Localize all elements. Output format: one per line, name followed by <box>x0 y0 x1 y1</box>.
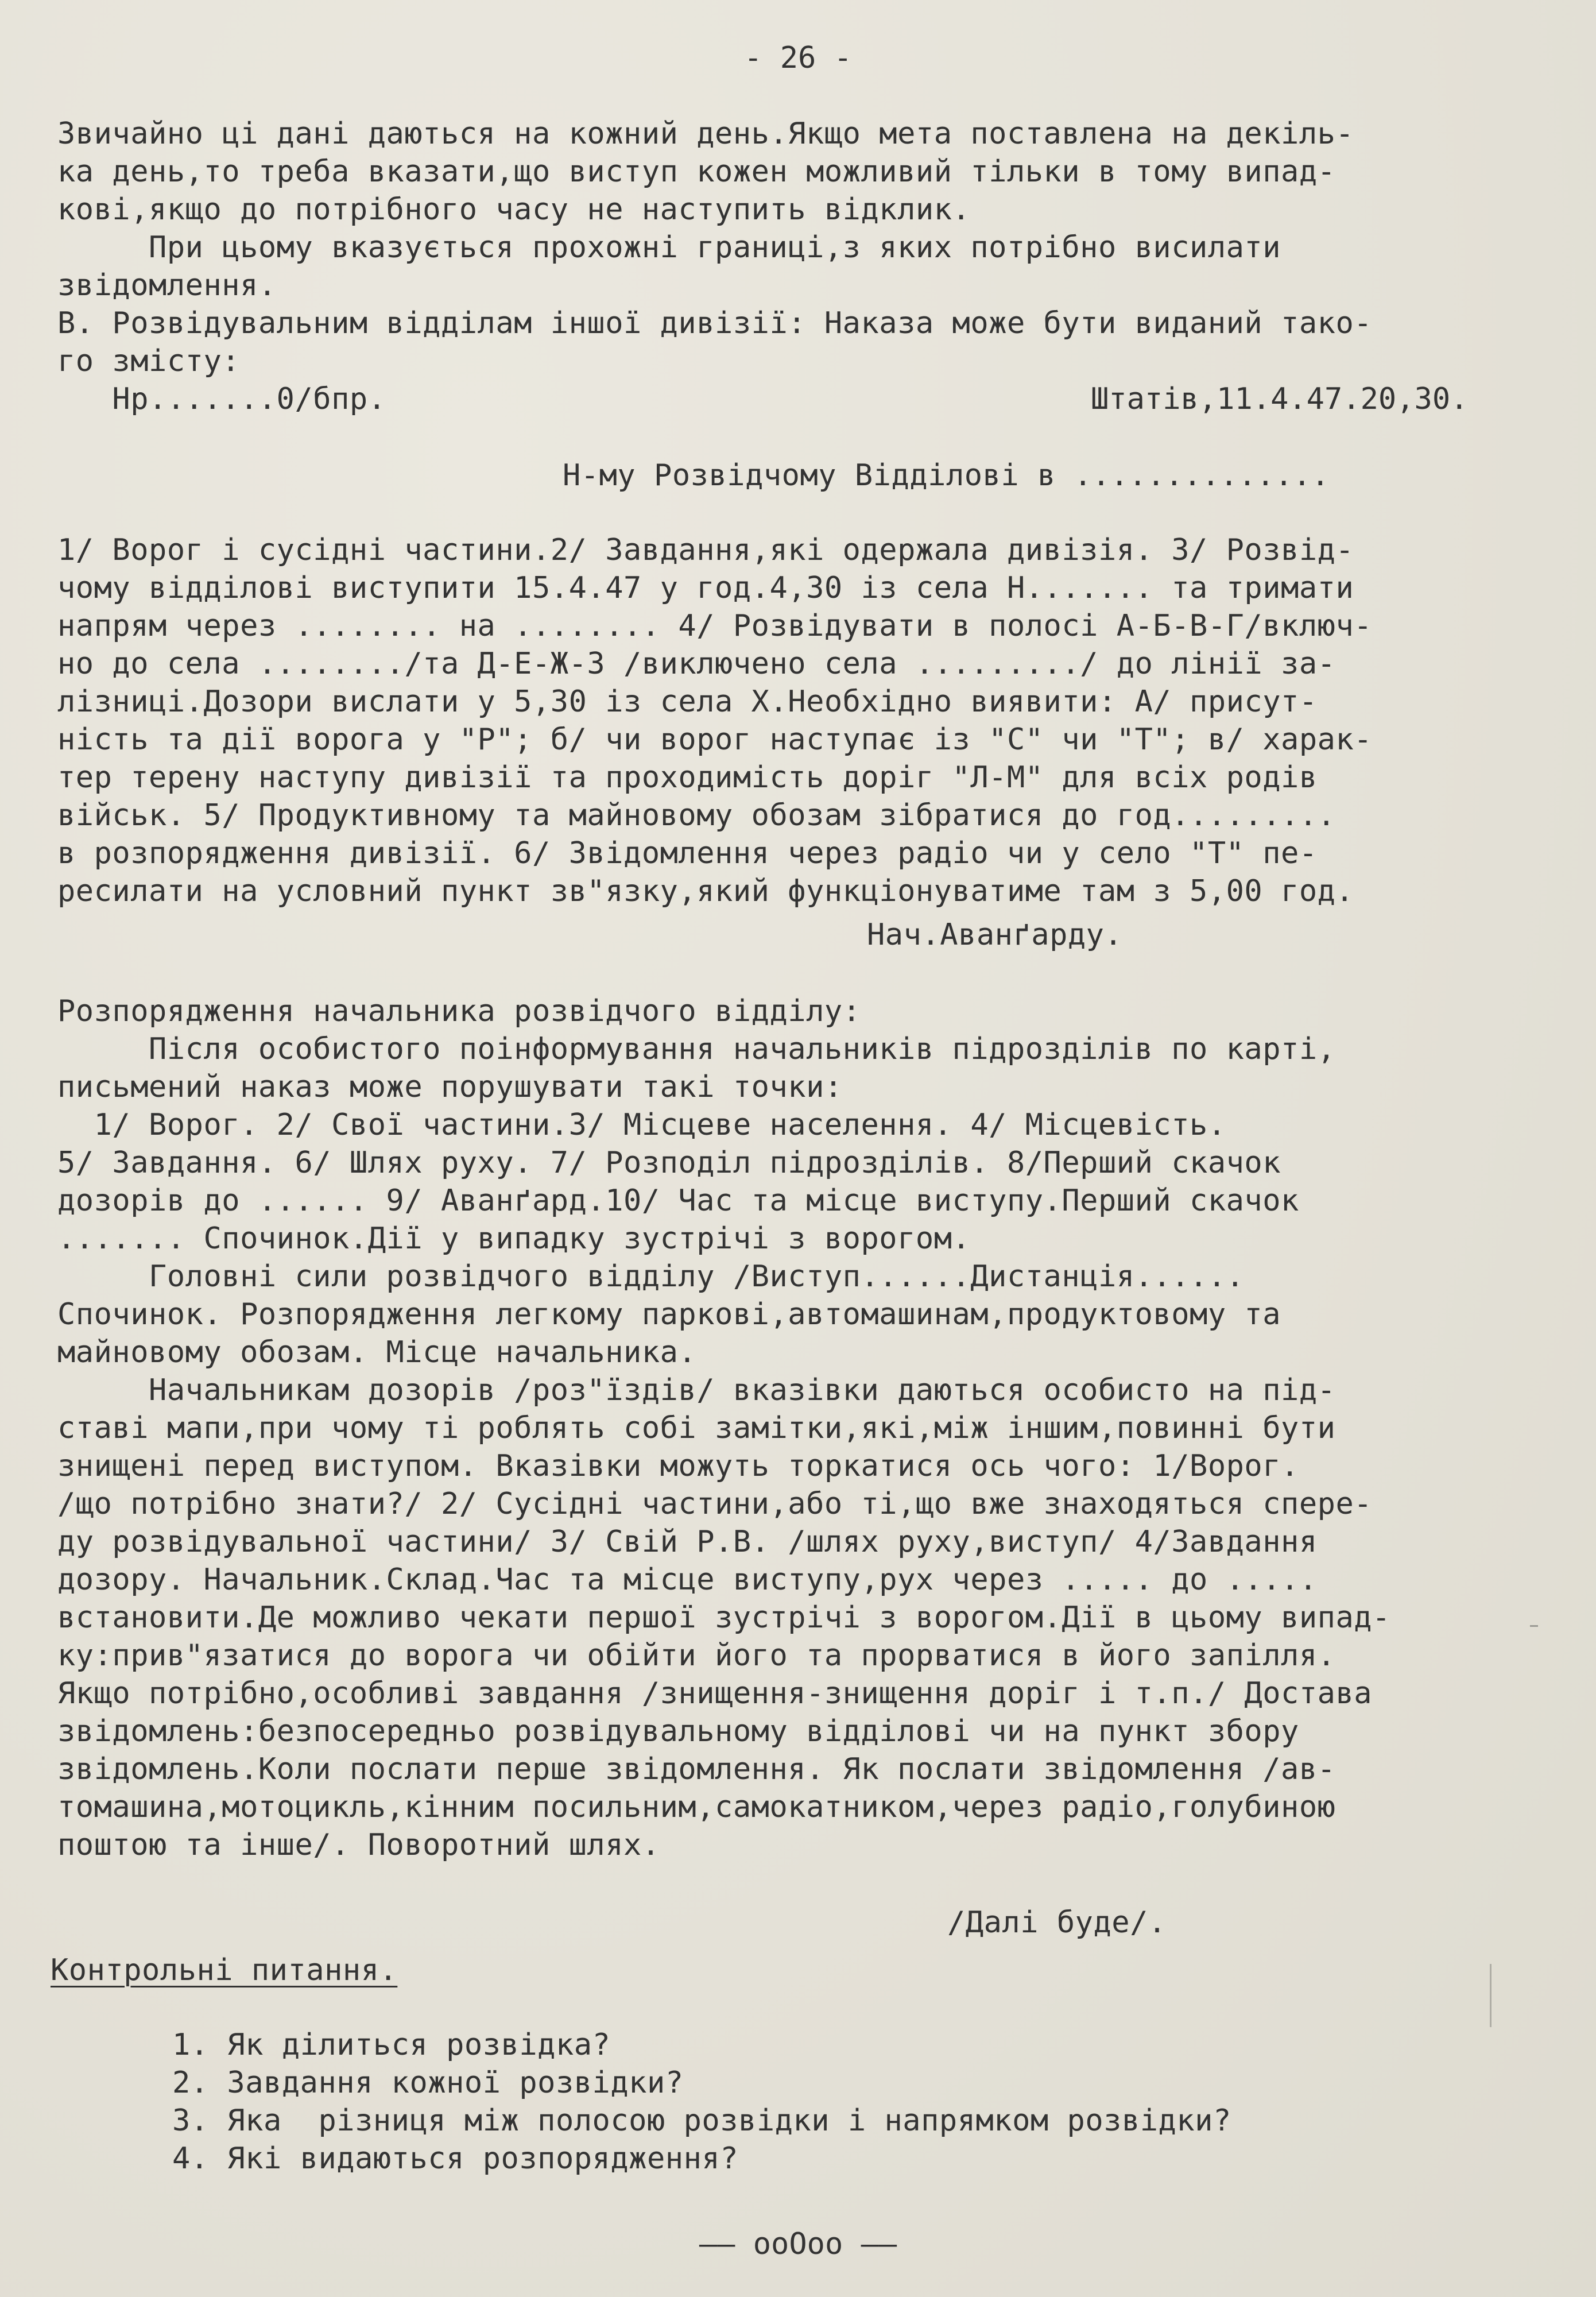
text-line: звідомлень.Коли послати перше звідомлення. Як послати звідомлення /ав- <box>57 1752 1336 1786</box>
text-line: но до села ......../та Д-Е-Ж-З /виключено села ........./ до лінії за- <box>57 647 1336 681</box>
text-line: Після особистого поінформування начальників підрозділів по карті, <box>57 1032 1336 1066</box>
text-line: ність та дії ворога у "Р"; б/ чи ворог наступає із "С" чи "Т"; в/ харак- <box>57 722 1373 757</box>
question-item: 4. Які видаються розпорядження? <box>172 2141 739 2176</box>
text-line: 1/ Ворог. 2/ Свої частини.3/ Місцеве населення. 4/ Місцевість. <box>57 1108 1226 1142</box>
question-item: 1. Як ділиться розвідка? <box>172 2028 611 2062</box>
text-line: чому відділові виступити 15.4.47 у год.4,30 із села Н....... та тримати <box>57 571 1354 605</box>
text-line: ку:прив"язатися до ворога чи обійти його та прорватися в його запілля. <box>57 1638 1336 1673</box>
text-line: ....... Спочинок.Дії у випадку зустрічі з ворогом. <box>57 1221 971 1256</box>
text-line: /що потрібно знати?/ 2/ Сусідні частини,або ті,що вже знаходяться спере- <box>57 1487 1373 1521</box>
continued-note: /Далі буде/. <box>947 1905 1167 1940</box>
text-line: звідомлень:безпосередньо розвідувальному відділові чи на пункт збору <box>57 1714 1299 1749</box>
margin-mark <box>1530 1625 1538 1627</box>
text-line: встановити.Де можливо чекати першої зустрічі з ворогом.Дії в цьому випад- <box>57 1600 1390 1635</box>
text-line: в розпорядження дивізії. 6/ Звідомлення через радіо чи у село "Т" пе- <box>57 836 1318 871</box>
questions-heading: Контрольні питання. <box>51 1953 398 1987</box>
text-line: майновому обозам. Місце начальника. <box>57 1335 697 1370</box>
text-line: звідомлення. <box>57 268 277 303</box>
text-line: тер терену наступу дивізії та проходимість доріг "Л-М" для всіх родів <box>57 760 1318 795</box>
text-line: ставі мапи,при чому ті роблять собі замітки,які,між іншим,повинні бути <box>57 1411 1336 1445</box>
text-line: лізниці.Дозори вислати у 5,30 із села Х.Необхідно виявити: А/ присут- <box>57 685 1318 719</box>
text-line: Якщо потрібно,особливі завдання /знищення-знищення доріг і т.п./ Достава <box>57 1676 1373 1711</box>
order-signature: Нач.Аванґарду. <box>867 918 1123 952</box>
order-heading: Н-му Розвідчому Відділові в .............. <box>563 458 1330 493</box>
text-line: 1/ Ворог і сусідні частини.2/ Завдання,які одержала дивізія. 3/ Розвід- <box>57 533 1354 567</box>
question-item: 3. Яка різниця між полосою розвідки і напрямком розвідки? <box>172 2103 1231 2138</box>
text-line: кові,якщо до потрібного часу не наступить відклик. <box>57 192 971 227</box>
text-line: Головні сили розвідчого відділу /Виступ......Дистанція...... <box>57 1259 1245 1294</box>
text-line: Розпорядження начальника розвідчого відділу: <box>57 994 861 1028</box>
order-date-place: Штатів,11.4.47.20,30. <box>1091 382 1469 416</box>
text-line: Спочинок. Розпорядження легкому паркові,автомашинам,продуктовому та <box>57 1297 1281 1332</box>
text-line: ресилати на условний пункт зв"язку,який функціонуватиме там з 5,00 год. <box>57 874 1354 908</box>
text-line: томашина,мотоцикль,кінним посильним,самокатником,через радіо,голубиною <box>57 1790 1336 1824</box>
end-ornament: —— ooOoo —— <box>699 2227 897 2261</box>
text-line: При цьому вказується прохожні границі,з яких потрібно висилати <box>57 230 1281 265</box>
text-line: дозорів до ...... 9/ Аванґард.10/ Час та місце виступу.Перший скачок <box>57 1184 1299 1218</box>
order-reference: Нр.......0/бпр. <box>57 382 386 416</box>
text-line: Звичайно ці дані даються на кожний день.Якщо мета поставлена на декіль- <box>57 117 1354 151</box>
text-line: напрям через ........ на ........ 4/ Розвідувати в полосі А-Б-В-Г/включ- <box>57 609 1373 643</box>
text-line: ка день,то треба вказати,що виступ кожен можливий тільки в тому випад- <box>57 154 1336 189</box>
text-line: го змісту: <box>57 344 241 378</box>
text-line: знищені перед виступом. Вказівки можуть торкатися ось чого: 1/Ворог. <box>57 1449 1299 1483</box>
margin-mark <box>1490 1964 1492 2027</box>
text-line: ду розвідувальної частини/ 3/ Свій Р.В. /шлях руху,виступ/ 4/Завдання <box>57 1525 1318 1559</box>
text-line: поштою та інше/. Поворотний шлях. <box>57 1828 660 1862</box>
question-item: 2. Завдання кожної розвідки? <box>172 2066 684 2100</box>
text-line: 5/ Завдання. 6/ Шлях руху. 7/ Розподіл підрозділів. 8/Перший скачок <box>57 1146 1281 1180</box>
text-line: В. Розвідувальним відділам іншої дивізії: Наказа може бути виданий тако- <box>57 306 1373 341</box>
text-line: дозору. Начальник.Склад.Час та місце виступу,рух через ..... до ..... <box>57 1563 1318 1597</box>
text-line: письмений наказ може порушувати такі точки: <box>57 1070 843 1104</box>
page-number: - 26 - <box>744 41 852 75</box>
text-line: військ. 5/ Продуктивному та майновому обозам зібратися до год......... <box>57 798 1336 833</box>
text-line: Начальникам дозорів /роз"їздів/ вказівки даються особисто на під- <box>57 1373 1336 1407</box>
